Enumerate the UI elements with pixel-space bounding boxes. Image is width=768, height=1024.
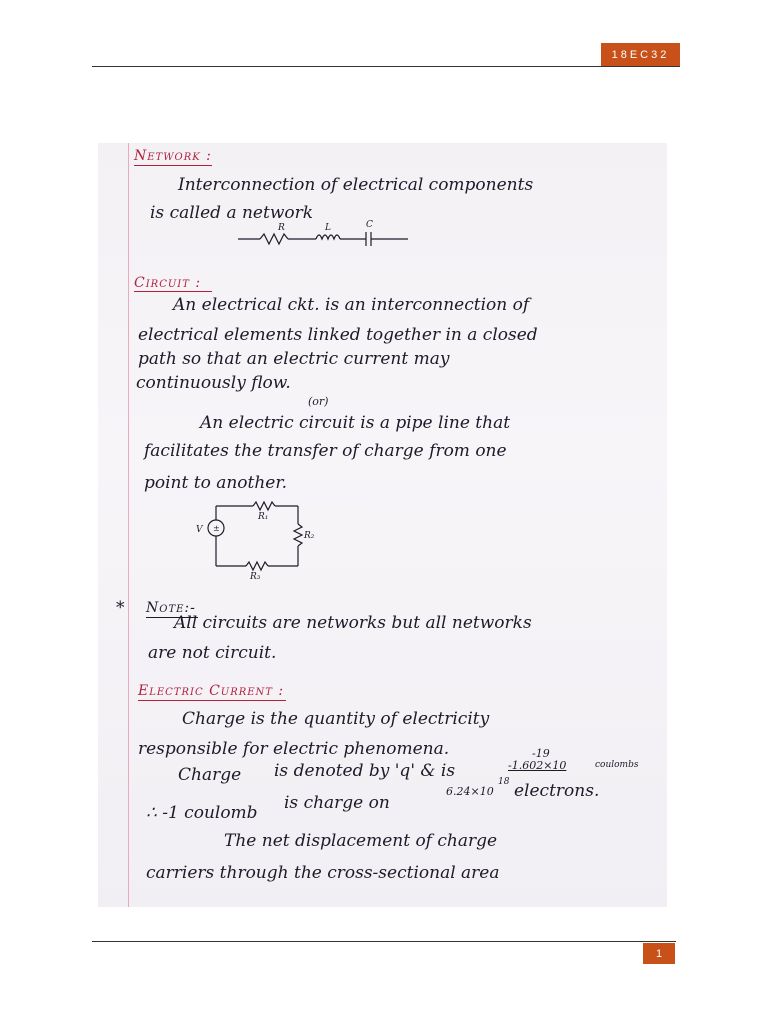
capacitor-label-c: C (366, 220, 373, 230)
note-line-1: All circuits are networks but all networks (174, 613, 532, 633)
page-number-badge: 1 (643, 943, 675, 964)
circuit-line-4: continuously flow. (136, 373, 291, 393)
current-line-2: responsible for electric phenomena. (138, 739, 450, 759)
network-line-1: Interconnection of electrical components (178, 175, 534, 195)
current-line-3a: Charge (178, 765, 242, 785)
rlc-series-diagram (238, 221, 413, 245)
electron-count-value: 6.24×10 (446, 785, 494, 798)
resistor-label-r2: R₂ (304, 531, 315, 541)
current-line-3b: is denoted by 'q' & is (274, 761, 456, 781)
course-code-badge: 18EC32 (601, 43, 680, 66)
circuit-line-3: path so that an electric current may (138, 349, 450, 369)
current-line-1: Charge is the quantity of electricity (182, 709, 490, 729)
electric-current-heading: Electric Current : (138, 683, 285, 699)
notebook-margin-line (128, 143, 129, 907)
note-heading: Note:- (146, 600, 196, 616)
electron-count-exponent: 18 (498, 777, 510, 787)
source-sign: ± (213, 524, 220, 533)
resistor-label-r1: R₁ (258, 512, 269, 522)
circuit-line-2: electrical elements linked together in a closed (138, 325, 538, 345)
circuit-heading-underline (134, 291, 212, 292)
footer-rule (92, 941, 676, 942)
charge-value-exponent: -19 (532, 747, 550, 760)
closed-circuit-diagram (198, 498, 328, 583)
current-line-4a: ∴ -1 coulomb (146, 803, 258, 823)
resistor-label-r3: R₃ (250, 572, 261, 582)
network-line-2: is called a network (150, 203, 314, 223)
circuit-line-5: An electric circuit is a pipe line that (200, 413, 511, 433)
charge-unit: coulombs (595, 760, 639, 770)
circuit-heading: Circuit : (134, 275, 202, 291)
charge-value: -1.602×10 (508, 759, 567, 772)
network-heading-underline (134, 165, 212, 166)
or-label: (or) (308, 395, 329, 408)
resistor-label-r: R (278, 223, 285, 233)
inductor-label-l: L (325, 223, 331, 233)
handwritten-notes-image (98, 143, 667, 907)
header-rule (92, 66, 680, 67)
electron-unit: electrons. (514, 781, 600, 801)
current-line-4b: is charge on (284, 793, 390, 813)
circuit-line-7: point to another. (144, 473, 288, 493)
current-line-5: The net displacement of charge (224, 831, 498, 851)
note-star: * (116, 598, 125, 618)
network-heading: Network : (134, 148, 212, 164)
current-line-6: carriers through the cross-sectional area (146, 863, 500, 883)
circuit-line-1: An electrical ckt. is an interconnection of (173, 295, 530, 315)
circuit-line-6: facilitates the transfer of charge from one (144, 441, 507, 461)
note-line-2: are not circuit. (148, 643, 277, 663)
electric-current-heading-underline (138, 700, 286, 701)
source-label-v: V (196, 525, 203, 535)
